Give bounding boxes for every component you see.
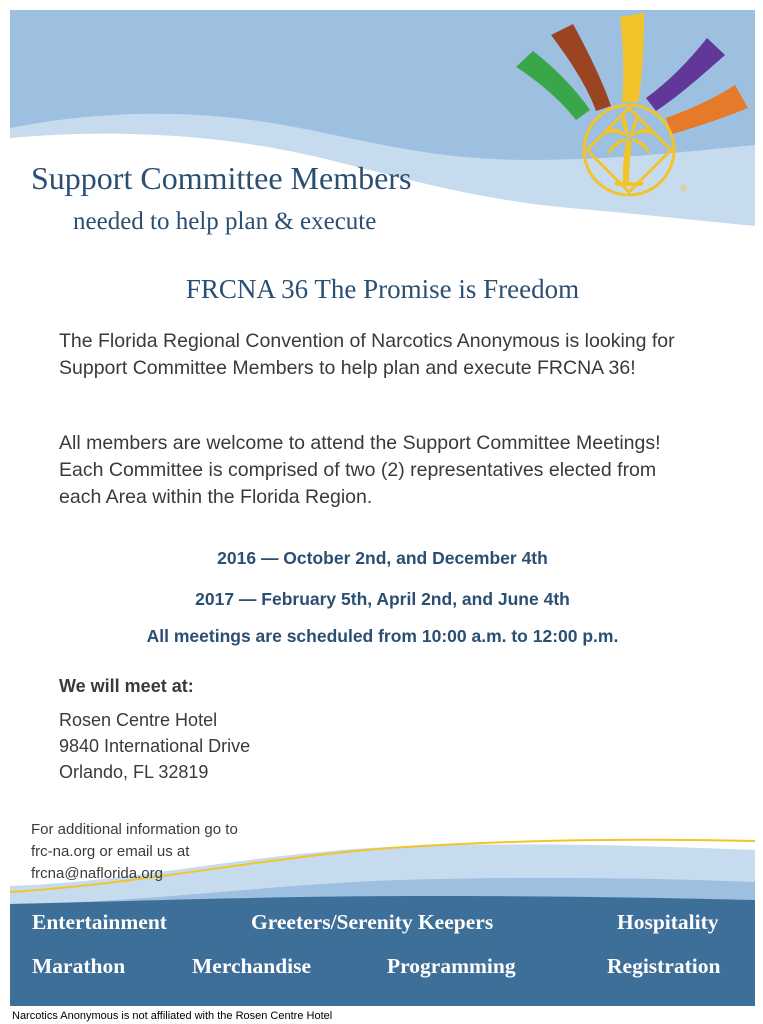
contact-info [31,819,238,885]
city-state-zip: Orlando, FL 32819 [59,762,209,782]
street-address: 9840 International Drive [59,736,251,756]
contact-email: frcna@naflorida.org [31,865,163,882]
contact-line-2: frc-na.org or email us at [31,843,190,860]
schedule-2017: 2017 — February 5th, April 2nd, and June 4th [195,589,570,609]
logo-ray-yellow [620,13,644,102]
committee-marathon: Marathon [32,954,126,978]
members-paragraph: All members are welcome to attend the Support Committee Meetings! Each Committee is comprised of two (2) representatives elected from each Area within the Florida Region. [59,432,661,508]
committee-programming: Programming [387,954,516,978]
contact-line-1: For additional information go to [31,821,238,838]
registered-mark: ® [680,183,687,193]
flyer [10,10,755,1006]
palm-tree-icon [601,112,657,186]
committee-registration: Registration [607,954,721,978]
committee-greeters: Greeters/Serenity Keepers [251,910,494,934]
committee-entertainment: Entertainment [32,910,167,934]
meet-at-label: We will meet at: [59,676,194,696]
headline: Support Committee Members [31,160,412,196]
na-palm-tree-logo-icon [498,10,755,210]
meeting-address [59,707,250,785]
venue-name: Rosen Centre Hotel [59,710,218,730]
committee-merchandise: Merchandise [192,954,312,978]
schedule-2016: 2016 — October 2nd, and December 4th [217,548,548,568]
disclaimer: Narcotics Anonymous is not affiliated with the Rosen Centre Hotel [12,1010,333,1022]
intro-paragraph: The Florida Regional Convention of Narcotics Anonymous is looking for Support Committee Members to help plan and execute FRCNA 36! [59,330,675,379]
subheadline: needed to help plan & execute [73,208,377,235]
committee-hospitality: Hospitality [617,910,719,934]
event-title: FRCNA 36 The Promise is Freedom [185,274,580,304]
meeting-hours: All meetings are scheduled from 10:00 a.m. to 12:00 p.m. [146,626,619,646]
